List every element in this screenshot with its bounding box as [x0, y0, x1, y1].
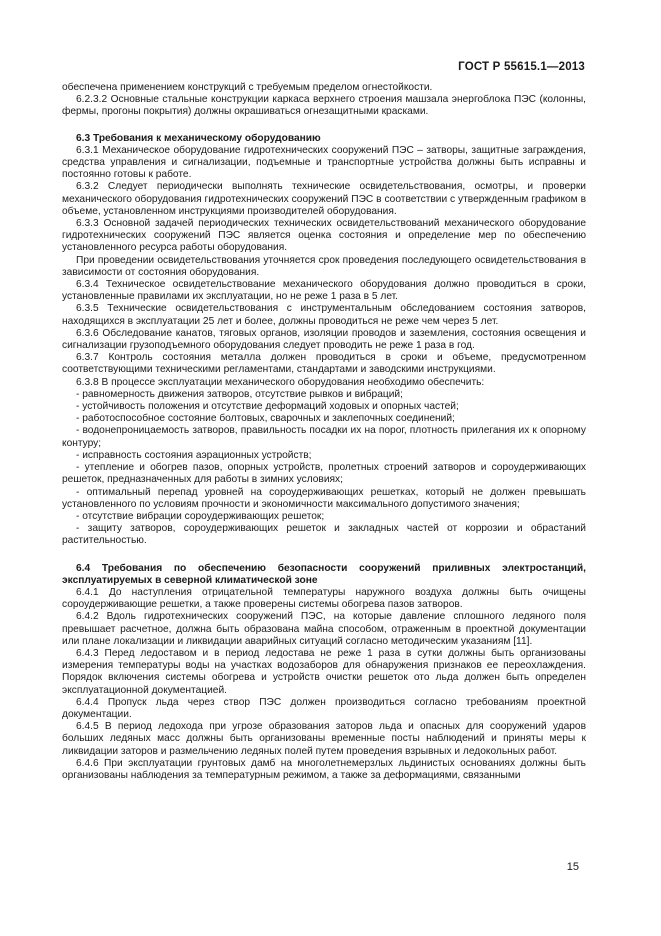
paragraph: - равномерность движения затворов, отсутствие рывков и вибраций; [76, 388, 403, 400]
paragraph: 6.3.1 Механическое оборудование гидротехнических сооружений ПЭС – затворы, защитные заграждения, средства управления и сигнализации, подъемные и транспортные устройства должны быть исправны и постоянно готовы к работе. [62, 144, 586, 181]
section-heading: 6.3 Требования к механическому оборудованию [76, 132, 321, 144]
paragraph: 6.3.6 Обследование канатов, тяговых органов, изоляции проводов и заземления, состояния освещения и сигнализации грузоподъемного оборудования следует проводить не реже 1 раза в год. [62, 327, 586, 352]
paragraph: При проведении освидетельствования уточняется срок проведения последующего освидетельствования в зависимости от состояния оборудования. [62, 254, 586, 278]
paragraph: 6.3.2 Следует периодически выполнять технические освидетельствования, осмотры, и проверки механического оборудования гидротехнических сооружений ПЭС в соответствии с утвержденным графиком в объеме, установленном инструкциями производителей оборудования. [62, 181, 586, 217]
document-body [62, 82, 586, 782]
paragraph: - отсутствие вибрации сороудерживающих решеток; [76, 510, 325, 522]
paragraph: 6.4.3 Перед ледоставом и в период ледостава не реже 1 раза в сутки должны быть организованы измерения температуры воды на участках водозаборов для обнаружения признаков ее переохлаждения. Порядок включения системы обогрева и устройств очистки решеток ото льда должен быть определен эксплуатационной документацией. [62, 647, 586, 696]
paragraph: 6.4.4 Пропуск льда через створ ПЭС должен производиться согласно требованиям проектной документации. [62, 696, 586, 720]
paragraph: 6.3.7 Контроль состояния металла должен проводиться в сроки и объеме, предусмотренном соответствующими техническими регламентами, стандартами и заводскими инструкциями. [62, 352, 586, 376]
document-header: ГОСТ Р 55615.1—2013 [458, 61, 585, 73]
paragraph: 6.4.5 В период ледохода при угрозе образования заторов льда и опасных для сооружений ударов больших ледяных масс должны быть организованы временные посты наблюдений и приняты меры к ликвидации заторов и размельчению ледяных полей путем проведения взрывных и ледокольных работ. [62, 721, 586, 757]
paragraph: - оптимальный перепад уровней на сороудерживающих решетках, который не должен превышать установленного по условиям прочности и экономичности максимального допустимого значения; [62, 486, 586, 510]
paragraph: - устойчивость положения и отсутствие деформаций ходовых и опорных частей; [76, 401, 459, 413]
paragraph: - утепление и обогрев пазов, опорных устройств, пролетных строений затворов и сороудерживающих решеток, предназначенных для работы в зимних условиях; [62, 462, 586, 486]
paragraph: 6.3.5 Технические освидетельствования с инструментальным обследованием состояния затворов, находящихся в эксплуатации 25 лет и более, должны проводиться не реже чем через 5 лет. [62, 303, 586, 327]
paragraph: - исправность состояния аэрационных устройств; [76, 449, 312, 461]
paragraph: 6.3.3 Основной задачей периодических технических освидетельствований механического оборудование гидротехнических сооружений ПЭС является оценка состояния и определение мер по обеспечению установленного ресурса работы оборудования. [62, 218, 586, 254]
paragraph: - водонепроницаемость затворов, правильность посадки их на порог, плотность прилегания их к опорному контуру; [62, 425, 586, 449]
paragraph: 6.4.6 При эксплуатации грунтовых дамб на многолетнемерзлых льдинистых основаниях должны быть организованы наблюдения за температурным режимом, а также за деформациями, связанными [62, 757, 586, 781]
page-number: 15 [566, 861, 579, 873]
paragraph: 6.3.4 Техническое освидетельствование механического оборудования должно проводиться в сроки, установленные правилами их эксплуатации, но не реже 1 раза в 5 лет. [62, 279, 586, 303]
paragraph: 6.4.1 До наступления отрицательной температуры наружного воздуха должны быть очищены сороудерживающие решетки, а также проверены системы обогрева пазов затворов. [62, 586, 586, 611]
paragraph: обеспечена применением конструкций с требуемым пределом огнестойкости. [62, 82, 433, 93]
paragraph: 6.4.2 Вдоль гидротехнических сооружений ПЭС, на которые давление сплошного ледяного поля превышает расчетное, должна быть образована майна способом, отраженным в проектной документации или плане локализации и ликвидации аварийных ситуаций согласно методическим указаниям [11]. [62, 611, 586, 647]
paragraph: 6.3.8 В процессе эксплуатации механического оборудования необходимо обеспечить: [76, 376, 485, 388]
paragraph: - работоспособное состояние болтовых, сварочных и заклепочных соединений; [76, 413, 455, 425]
paragraph: 6.2.3.2 Основные стальные конструкции каркаса верхнего строения машзала энергоблока ПЭС (колонны, фермы, прогоны покрытия) должны окрашиваться огнезащитными красками. [62, 94, 586, 118]
paragraph: - защиту затворов, сороудерживающих решеток и закладных частей от коррозии и обрастаний растительностью. [62, 523, 586, 547]
section-heading: 6.4 Требования по обеспечению безопасности сооружений приливных электростанций, эксплуатируемых в северной климатической зоне [62, 562, 586, 586]
